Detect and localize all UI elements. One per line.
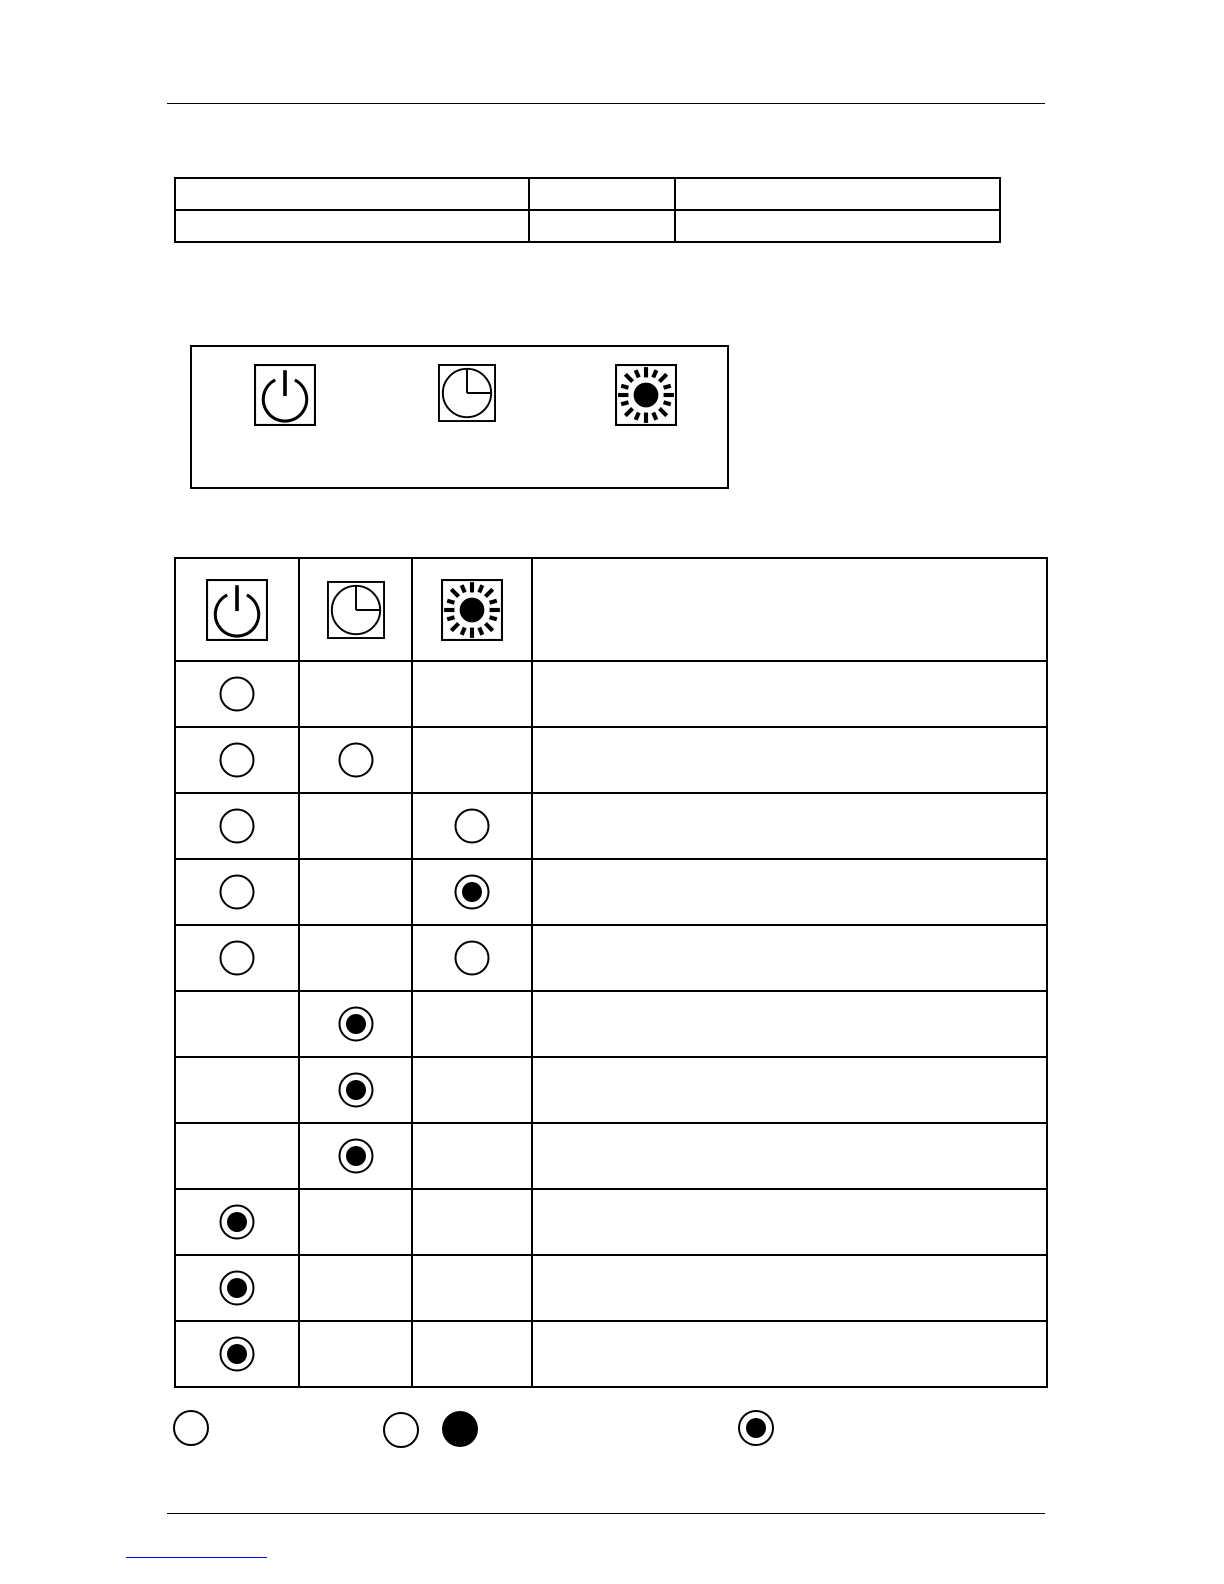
- header-timer: [299, 558, 412, 661]
- description-cell: [532, 1057, 1047, 1123]
- light-cell: [412, 793, 532, 859]
- footer-link-underline: [126, 1557, 267, 1558]
- timer-lamp-on: [338, 1006, 374, 1042]
- spec-cell: [675, 210, 1000, 242]
- light-lamp-off: [454, 808, 490, 844]
- description-cell: [532, 859, 1047, 925]
- light-cell: [412, 1123, 532, 1189]
- power-cell: [175, 661, 299, 727]
- light-cell: [412, 859, 532, 925]
- power-lamp-off: [219, 742, 255, 778]
- power-icon[interactable]: [254, 364, 316, 426]
- power-cell: [175, 1057, 299, 1123]
- light-cell: [412, 1255, 532, 1321]
- spec-cell: [175, 210, 529, 242]
- description-cell: [532, 991, 1047, 1057]
- light-cell: [412, 1189, 532, 1255]
- power-cell: [175, 1123, 299, 1189]
- power-lamp-on: [219, 1204, 255, 1240]
- table-row: [175, 210, 1000, 242]
- description-cell: [532, 727, 1047, 793]
- description-cell: [532, 925, 1047, 991]
- light-cell: [412, 991, 532, 1057]
- header-light: [412, 558, 532, 661]
- light-icon: [441, 579, 503, 641]
- light-cell: [412, 661, 532, 727]
- description-cell: [532, 1189, 1047, 1255]
- table-row: [175, 661, 1047, 727]
- control-panel: [190, 345, 729, 489]
- description-cell: [532, 1123, 1047, 1189]
- timer-cell: [299, 925, 412, 991]
- lamp-blinking-off-symbol: [382, 1411, 420, 1449]
- spec-cell: [175, 178, 529, 210]
- timer-cell: [299, 859, 412, 925]
- timer-icon[interactable]: [438, 364, 496, 422]
- timer-cell: [299, 1321, 412, 1387]
- table-row: [175, 727, 1047, 793]
- power-lamp-on: [219, 1336, 255, 1372]
- timer-cell: [299, 1057, 412, 1123]
- description-cell: [532, 793, 1047, 859]
- timer-cell: [299, 1189, 412, 1255]
- light-cell: [412, 925, 532, 991]
- header-power: [175, 558, 299, 661]
- table-row: [175, 1123, 1047, 1189]
- power-lamp-on: [219, 1270, 255, 1306]
- indicator-table: [174, 557, 1048, 1388]
- table-row: [175, 925, 1047, 991]
- header-description: [532, 558, 1047, 661]
- lamp-on-symbol: [737, 1409, 775, 1447]
- timer-cell: [299, 1123, 412, 1189]
- power-cell: [175, 859, 299, 925]
- timer-icon: [327, 581, 385, 639]
- lamp-blinking-on-symbol: [441, 1410, 479, 1448]
- timer-cell: [299, 727, 412, 793]
- power-cell: [175, 925, 299, 991]
- light-cell: [412, 1321, 532, 1387]
- footer-rule: [167, 1513, 1045, 1514]
- table-row: [175, 991, 1047, 1057]
- timer-lamp-on: [338, 1072, 374, 1108]
- spec-cell: [529, 178, 675, 210]
- power-cell: [175, 1255, 299, 1321]
- table-row: [175, 1057, 1047, 1123]
- light-icon[interactable]: [615, 364, 677, 426]
- power-cell: [175, 991, 299, 1057]
- power-icon: [206, 579, 268, 641]
- timer-lamp-on: [338, 1138, 374, 1174]
- power-cell: [175, 1321, 299, 1387]
- power-lamp-off: [219, 940, 255, 976]
- description-cell: [532, 1321, 1047, 1387]
- header-rule: [167, 103, 1045, 104]
- spec-cell: [675, 178, 1000, 210]
- description-cell: [532, 1255, 1047, 1321]
- power-lamp-off: [219, 874, 255, 910]
- light-cell: [412, 727, 532, 793]
- timer-cell: [299, 1255, 412, 1321]
- description-cell: [532, 661, 1047, 727]
- timer-cell: [299, 991, 412, 1057]
- table-header-row: [175, 558, 1047, 661]
- power-lamp-off: [219, 676, 255, 712]
- table-row: [175, 793, 1047, 859]
- power-cell: [175, 727, 299, 793]
- light-lamp-off: [454, 940, 490, 976]
- table-row: [175, 1321, 1047, 1387]
- timer-cell: [299, 793, 412, 859]
- table-row: [175, 1189, 1047, 1255]
- light-lamp-on: [454, 874, 490, 910]
- table-row: [175, 859, 1047, 925]
- power-cell: [175, 793, 299, 859]
- light-cell: [412, 1057, 532, 1123]
- power-cell: [175, 1189, 299, 1255]
- timer-lamp-off: [338, 742, 374, 778]
- spec-table: [174, 177, 1001, 243]
- spec-cell: [529, 210, 675, 242]
- timer-cell: [299, 661, 412, 727]
- lamp-off-symbol: [172, 1409, 210, 1447]
- power-lamp-off: [219, 808, 255, 844]
- table-row: [175, 1255, 1047, 1321]
- table-row: [175, 178, 1000, 210]
